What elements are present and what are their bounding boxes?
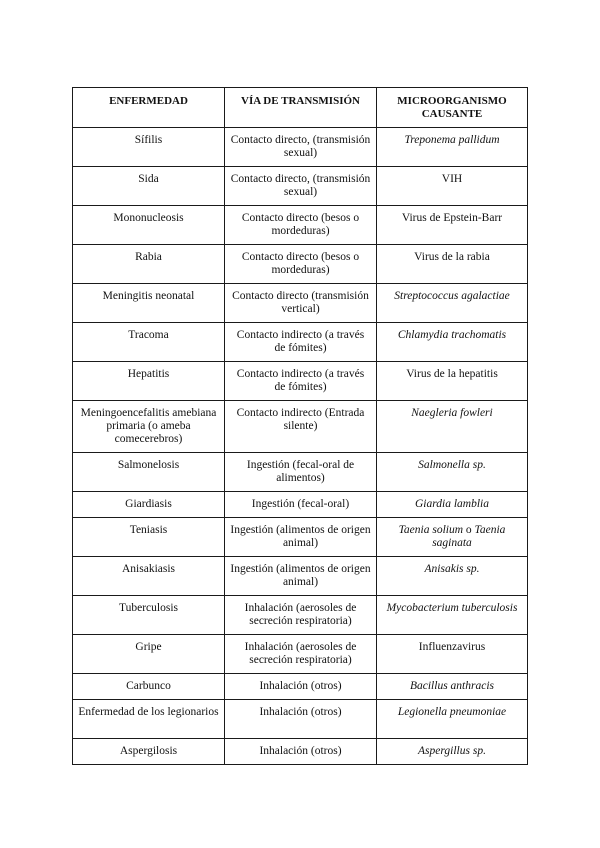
route-cell: Inhalación (otros) bbox=[225, 700, 377, 739]
table-row bbox=[73, 401, 528, 453]
organism-cell bbox=[377, 518, 528, 557]
disease-cell: Teniasis bbox=[73, 518, 225, 557]
table-row bbox=[73, 128, 528, 167]
organism-cell: Treponema pallidum bbox=[377, 128, 528, 167]
header-disease: ENFERMEDAD bbox=[73, 88, 225, 128]
organism-cell: Virus de Epstein-Barr bbox=[377, 206, 528, 245]
disease-transmission-table bbox=[72, 87, 528, 765]
disease-cell: Mononucleosis bbox=[73, 206, 225, 245]
organism-cell: VIH bbox=[377, 167, 528, 206]
route-cell: Inhalación (aerosoles de secreción respiratoria) bbox=[225, 596, 377, 635]
disease-cell: Salmonelosis bbox=[73, 453, 225, 492]
table-row bbox=[73, 557, 528, 596]
disease-cell: Tracoma bbox=[73, 323, 225, 362]
table-row bbox=[73, 635, 528, 674]
organism-cell: Virus de la rabia bbox=[377, 245, 528, 284]
route-cell: Contacto directo (besos o mordeduras) bbox=[225, 245, 377, 284]
disease-cell: Tuberculosis bbox=[73, 596, 225, 635]
header-route: VÍA DE TRANSMISIÓN bbox=[225, 88, 377, 128]
route-cell: Contacto indirecto (Entrada silente) bbox=[225, 401, 377, 453]
route-cell: Contacto directo (transmisión vertical) bbox=[225, 284, 377, 323]
disease-cell: Enfermedad de los legionarios bbox=[73, 700, 225, 739]
table-row bbox=[73, 453, 528, 492]
organism-cell: Streptococcus agalactiae bbox=[377, 284, 528, 323]
route-cell: Contacto indirecto (a través de fómites) bbox=[225, 323, 377, 362]
route-cell: Contacto directo, (transmisión sexual) bbox=[225, 128, 377, 167]
disease-cell: Anisakiasis bbox=[73, 557, 225, 596]
table-row bbox=[73, 245, 528, 284]
table-row bbox=[73, 323, 528, 362]
organism-cell: Anisakis sp. bbox=[377, 557, 528, 596]
route-cell: Contacto directo, (transmisión sexual) bbox=[225, 167, 377, 206]
disease-cell: Aspergilosis bbox=[73, 739, 225, 765]
route-cell: Ingestión (alimentos de origen animal) bbox=[225, 557, 377, 596]
route-cell: Contacto indirecto (a través de fómites) bbox=[225, 362, 377, 401]
organism-cell: Aspergillus sp. bbox=[377, 739, 528, 765]
disease-cell: Sida bbox=[73, 167, 225, 206]
route-cell: Ingestión (fecal-oral de alimentos) bbox=[225, 453, 377, 492]
route-cell: Inhalación (otros) bbox=[225, 739, 377, 765]
table-row bbox=[73, 739, 528, 765]
route-cell: Ingestión (fecal-oral) bbox=[225, 492, 377, 518]
organism-cell: Chlamydia trachomatis bbox=[377, 323, 528, 362]
organism-cell: Mycobacterium tuberculosis bbox=[377, 596, 528, 635]
disease-cell: Giardiasis bbox=[73, 492, 225, 518]
organism-cell: Naegleria fowleri bbox=[377, 401, 528, 453]
table-row bbox=[73, 674, 528, 700]
disease-cell: Rabia bbox=[73, 245, 225, 284]
organism-cell: Giardia lamblia bbox=[377, 492, 528, 518]
table-row bbox=[73, 700, 528, 739]
organism-cell: Salmonella sp. bbox=[377, 453, 528, 492]
organism-part: Taenia saginata bbox=[432, 524, 506, 549]
table-row bbox=[73, 596, 528, 635]
disease-cell: Carbunco bbox=[73, 674, 225, 700]
organism-cell: Influenzavirus bbox=[377, 635, 528, 674]
disease-cell: Gripe bbox=[73, 635, 225, 674]
disease-cell: Meningoencefalitis amebiana primaria (o ameba comecerebros) bbox=[73, 401, 225, 453]
organism-part: Taenia solium bbox=[398, 524, 464, 536]
header-organism: MICROORGANISMO CAUSANTE bbox=[377, 88, 528, 128]
table-row bbox=[73, 518, 528, 557]
table-row bbox=[73, 284, 528, 323]
organism-cell: Legionella pneumoniae bbox=[377, 700, 528, 739]
table-row bbox=[73, 206, 528, 245]
table-row bbox=[73, 362, 528, 401]
organism-cell: Virus de la hepatitis bbox=[377, 362, 528, 401]
disease-cell: Hepatitis bbox=[73, 362, 225, 401]
route-cell: Contacto directo (besos o mordeduras) bbox=[225, 206, 377, 245]
table-row bbox=[73, 167, 528, 206]
route-cell: Ingestión (alimentos de origen animal) bbox=[225, 518, 377, 557]
table-row bbox=[73, 492, 528, 518]
route-cell: Inhalación (aerosoles de secreción respiratoria) bbox=[225, 635, 377, 674]
disease-cell: Meningitis neonatal bbox=[73, 284, 225, 323]
header-row bbox=[73, 88, 528, 128]
organism-connector: o bbox=[463, 524, 475, 536]
route-cell: Inhalación (otros) bbox=[225, 674, 377, 700]
disease-cell: Sífilis bbox=[73, 128, 225, 167]
organism-cell: Bacillus anthracis bbox=[377, 674, 528, 700]
